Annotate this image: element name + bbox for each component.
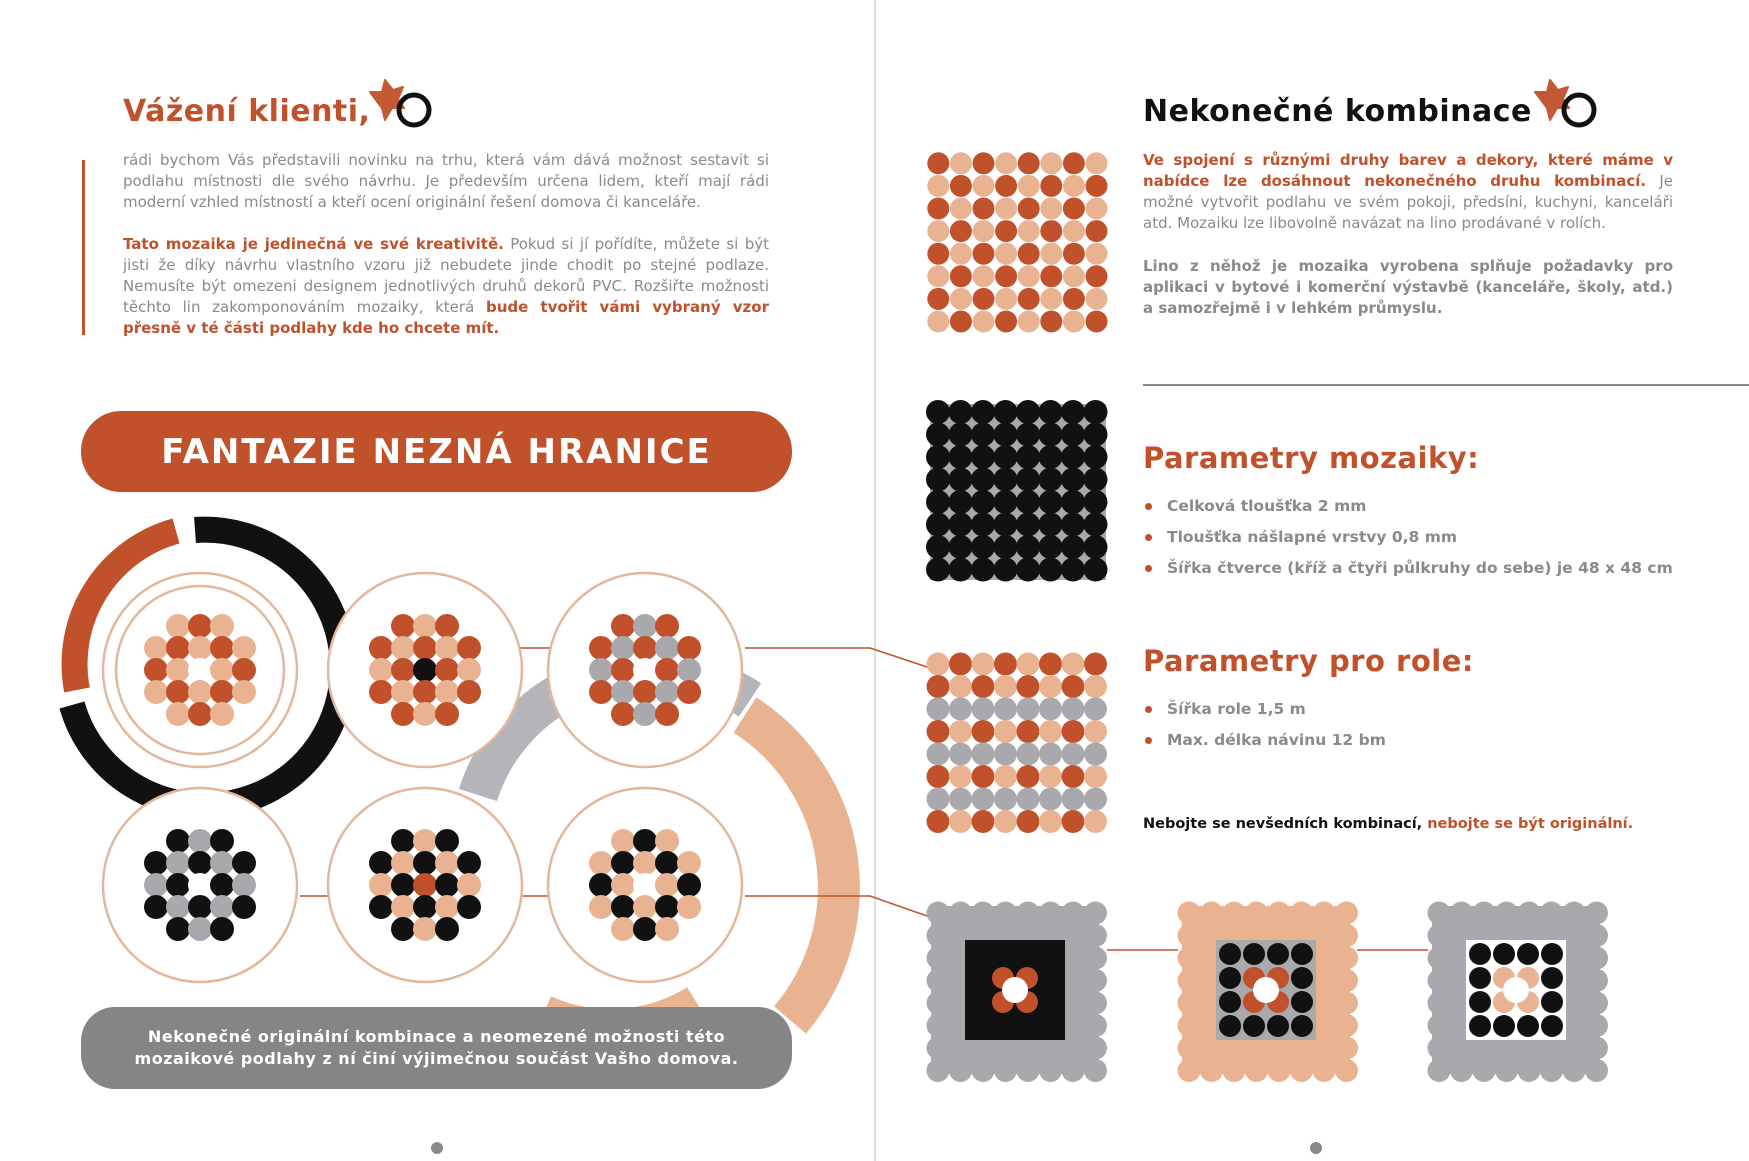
params-item: Tloušťka nášlapné vrstvy 0,8 mm [1143,522,1703,553]
logo-icon-right [1535,80,1594,125]
r-p1-text: Je možné vytvořit podlahu ve svém pokoji, předsíni, kuchyni, kanceláři atd. Mozaiku lze libovolně navázat na lino prodávané v rolích. [1143,172,1673,232]
p2-text: Pokud si jí pořídíte, můžete si být jisti že díky návrhu vlastního vzoru již nebudete jinde chodit po stejné podlaze. Nemusíte být omezeni designem jednotlivých druhů dekorů PVC. Rozšiřte možnosti těchto lin zakomponováním mozaiky, která [123,235,769,316]
right-paragraph-1 [1143,150,1673,234]
accent-bar [82,160,85,335]
r-p1-bold: Ve spojení s různými druhy barev a dekory, které máme v nabídce lze dosáhnout nekonečného druhu kombinací. [1143,151,1673,190]
left-intro [123,150,769,213]
footer-box [81,1007,792,1089]
mosaic-framed-peach [1178,902,1359,1083]
roll-title: Parametry pro role: [1143,644,1474,678]
p2-bold: Tato mozaika je jedinečná ve své kreativitě. [123,235,504,253]
params-item: Celková tloušťka 2 mm [1143,491,1703,522]
roll-item: Max. délka návinu 12 bm [1143,725,1703,756]
intro-text: rádi bychom Vás představili novinku na trhu, která vám dává možnost sestavit si podlahu místnosti dle svého návrhu. Je především určena lidem, kteří mají rádi moderní vzhled místností a kteří ocení originální řešení domova či kanceláře. [123,151,769,211]
page-dot-right [1310,1142,1322,1154]
logo-icon-left [370,80,429,125]
footer-box-text: Nekonečné originální kombinace a neomezené možnosti této mozaikové podlahy z ní činí výjimečnou součást Vašho domova. [134,1027,739,1068]
r-p2: Lino z něhož je mozaika vyrobena splňuje požadavky pro aplikaci v bytové i komerční výstavbě (kanceláře, školy, atd.) a samozřejmě i v lehkém průmyslu. [1143,257,1673,317]
left-paragraph-2 [123,234,769,339]
params-list [1143,491,1703,584]
left-title: Vážení klienti, [123,94,371,129]
p2-bold-end: bude tvořit vámi vybraný vzor přesně v té části podlahy kde ho chcete mít. [123,298,769,337]
params-item: Šířka čtverce (kříž a čtyři půlkruhy do sebe) je 48 x 48 cm [1143,553,1703,584]
right-paragraph-2 [1143,256,1673,319]
roll-list [1143,694,1703,756]
roll-item: Šířka role 1,5 m [1143,694,1703,725]
note-orange: nebojte se být originální. [1427,816,1634,832]
fantasy-banner: FANTAZIE NEZNÁ HRANICE [81,411,792,492]
note-line [1143,816,1633,832]
mosaic-framed-grey [927,902,1108,1083]
params-title: Parametry mozaiky: [1143,441,1480,475]
note-black: Nebojte se nevšedních kombinací, [1143,816,1428,832]
mosaic-framed-white [1428,902,1609,1083]
mosaic-black-grey [926,400,1108,582]
page-dot-left [431,1142,443,1154]
mosaic-orange-peach [927,152,1107,332]
mosaic-striped [927,653,1108,834]
right-title: Nekonečné kombinace [1143,94,1532,129]
